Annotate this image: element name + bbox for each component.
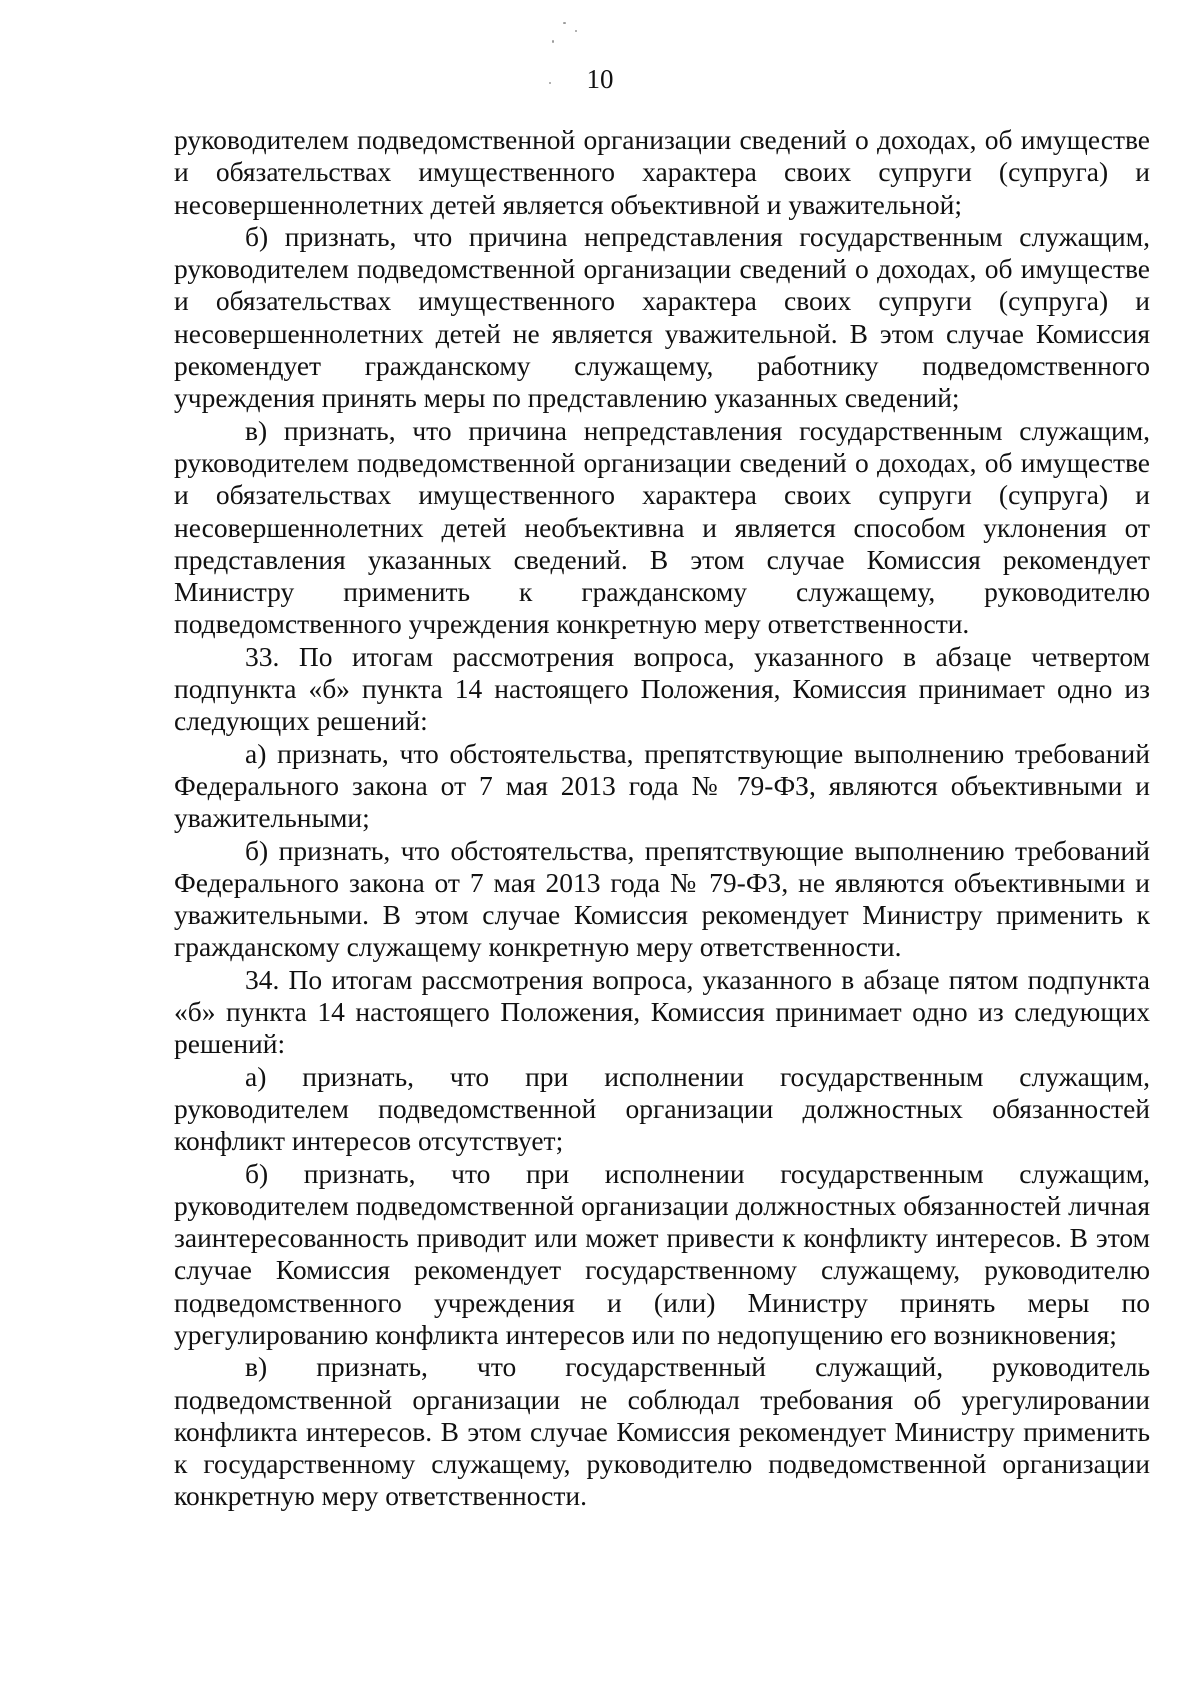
paragraph-33b: б) признать, что обстоятельства, препятствующие выполнению требований Федерального закона от 7 мая 2013 года № 79-ФЗ, не являются объективными и уважительными. В этом случае Комиссия рекомендует Министру применить к гражданскому служащему конкретную меру ответственности.	[174, 834, 1150, 963]
paragraph-34a: а) признать, что при исполнении государственным служащим, руководителем подведомственной организации должностных обязанностей конфликт интересов отсутствует;	[174, 1060, 1150, 1157]
paragraph-33: 33. По итогам рассмотрения вопроса, указанного в абзаце четвертом подпункта «б» пункта 14 настоящего Положения, Комиссия принимает одно из следующих решений:	[174, 640, 1150, 737]
scan-speck	[563, 22, 566, 24]
paragraph-32v: в) признать, что причина непредставления государственным служащим, руководителем подведомственной организации сведений о доходах, об имуществе и обязательствах имущественного характера своих супруги (супруга) и несовершеннолетних детей необъективна и является способом уклонения от представления указанных сведений. В этом случае Комиссия рекомендует Министру применить к гражданскому служащему, руководителю подведомственного учреждения конкретную меру ответственности.	[174, 414, 1150, 640]
paragraph-34b: б) признать, что при исполнении государственным служащим, руководителем подведомственной организации должностных обязанностей личная заинтересованность приводит или может привести к конфликту интересов. В этом случае Комиссия рекомендует государственному служащему, руководителю подведомственного учреждения и (или) Министру принять меры по урегулированию конфликта интересов или по недопущению его возникновения;	[174, 1157, 1150, 1350]
page-number: 10	[586, 64, 614, 94]
scan-speck	[552, 40, 554, 43]
scan-speck	[575, 30, 577, 32]
paragraph-34v: в) признать, что государственный служащий, руководитель подведомственной организации не соблюдал требования об урегулировании конфликта интересов. В этом случае Комиссия рекомендует Министру применить к государственному служащему, руководителю подведомственной организации конкретную меру ответственности.	[174, 1351, 1150, 1512]
paragraph-34: 34. По итогам рассмотрения вопроса, указанного в абзаце пятом подпункта «б» пункта 14 настоящего Положения, Комиссия принимает одно из следующих решений:	[174, 963, 1150, 1060]
paragraph-continuation: руководителем подведомственной организации сведений о доходах, об имуществе и обязательствах имущественного характера своих супруги (супруга) и несовершеннолетних детей является объективной и уважительной;	[174, 124, 1150, 220]
paragraph-32b: б) признать, что причина непредставления государственным служащим, руководителем подведомственной организации сведений о доходах, об имуществе и обязательствах имущественного характера своих супруги (супруга) и несовершеннолетних детей не является уважительной. В этом случае Комиссия рекомендует гражданскому служащему, работнику подведомственного учреждения принять меры по представлению указанных сведений;	[174, 220, 1150, 414]
paragraph-33a: а) признать, что обстоятельства, препятствующие выполнению требований Федерального закона от 7 мая 2013 года № 79-ФЗ, являются объективными и уважительными;	[174, 737, 1150, 834]
document-body	[174, 124, 1150, 1513]
